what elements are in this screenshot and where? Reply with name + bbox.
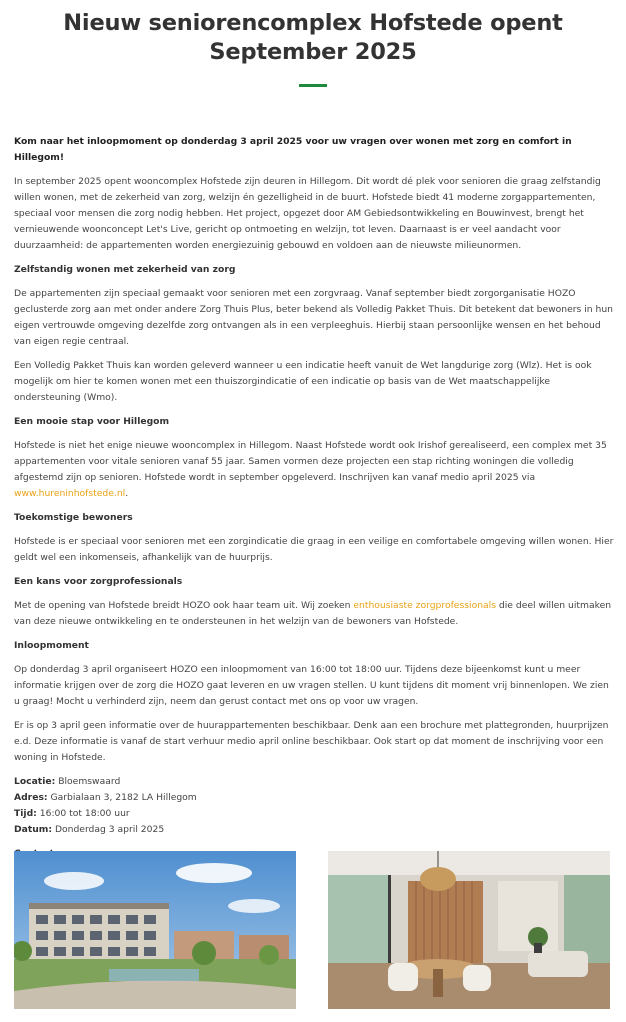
- datum-label: Datum:: [14, 824, 53, 835]
- paragraph-bewoners: Hofstede is er speciaal voor senioren met een zorgindicatie die graag in een veilige en comfortabele omgeving willen wonen. Hier geldt wel een inkomenseis, afhankelijk van de huurprijs.: [14, 536, 614, 563]
- heading-hillegom: Een mooie stap voor Hillegom: [14, 416, 170, 427]
- link-zorgprofessionals[interactable]: enthousiaste zorgprofessionals: [353, 600, 496, 611]
- exterior-rendering-image: [14, 851, 296, 1009]
- heading-zorgprofessionals: Een kans voor zorgprofessionals: [14, 576, 183, 587]
- article-body: [14, 134, 614, 894]
- heading-inloopmoment: Inloopmoment: [14, 640, 89, 651]
- paragraph-huurinfo: Er is op 3 april geen informatie over de huurappartementen beschikbaar. Denk aan een brochure met plattegronden, huurprijzen e.d. Deze informatie is vanaf de start verhuur medio april online beschikbaar. Ook start op dat moment de inschrijving voor een woning in Hofstede.: [14, 720, 609, 763]
- image-gallery: [14, 851, 610, 1009]
- event-datum: [14, 822, 614, 838]
- locatie-label: Locatie:: [14, 776, 56, 787]
- paragraph-opening: In september 2025 opent wooncomplex Hofstede zijn deuren in Hillegom. Dit wordt dé plek voor senioren die graag zelfstandig willen wonen, met de zekerheid van zorg, welzijn én gezelligheid in de buurt. Hofstede biedt 41 moderne zorgappartementen, speciaal voor mensen die zorg nodig hebben. Het project, opgezet door AM Gebiedsontwikkeling en Bouwinvest, brengt het vernieuwende woonconcept Let's Live, gericht op ontmoeting en welzijn, tot leven. Daarnaast is er veel aandacht voor duurzaamheid: de appartementen worden energiezuinig gebouwd en voldoen aan de nieuwste milieunormen.: [14, 176, 601, 251]
- event-tijd: [14, 806, 614, 822]
- title-line-1: Nieuw seniorencomplex Hofstede opent: [63, 10, 563, 36]
- paragraph-inloopmoment: Op donderdag 3 april organiseert HOZO een inloopmoment van 16:00 tot 18:00 uur. Tijdens deze bijeenkomst kunt u meer informatie krijgen over de zorg die HOZO gaat leveren en uw vragen stellen. U kunt tijdens dit moment vrij binnenlopen. We zien u graag! Mocht u verhinderd zijn, neem dan gerust contact met ons op voor uw vragen.: [14, 664, 609, 707]
- event-adres: [14, 790, 614, 806]
- interior-illustration: [328, 851, 610, 1009]
- datum-value: Donderdag 3 april 2025: [54, 824, 165, 835]
- adres-label: Adres:: [14, 792, 48, 803]
- page-title: [0, 0, 626, 67]
- heading-bewoners: Toekomstige bewoners: [14, 512, 133, 523]
- tijd-value: 16:00 tot 18:00 uur: [39, 808, 130, 819]
- interior-rendering-image: [328, 851, 610, 1009]
- paragraph-hillegom: [14, 438, 614, 502]
- heading-zelfstandig-wonen: Zelfstandig wonen met zekerheid van zorg: [14, 264, 236, 275]
- title-divider: [299, 84, 327, 87]
- link-hureninhofstede[interactable]: www.hureninhofstede.nl: [14, 488, 126, 499]
- locatie-value: Bloemswaard: [58, 776, 121, 787]
- paragraph-hillegom-end: .: [125, 488, 129, 499]
- title-line-2: September 2025: [209, 39, 417, 65]
- intro-text: Kom naar het inloopmoment op donderdag 3 april 2025 voor uw vragen over wonen met zorg en comfort in Hillegom!: [14, 136, 572, 163]
- event-locatie: [14, 774, 614, 790]
- paragraph-zorgprofessionals-text: Met de opening van Hofstede breidt HOZO ook haar team uit. Wij zoeken: [14, 600, 354, 611]
- exterior-illustration: [14, 851, 296, 1009]
- paragraph-zorgprofessionals-end: die deel willen uitmaken van deze nieuwe ontwikkeling en te ondersteunen in het welzijn van de bewoners van Hofstede.: [14, 600, 612, 627]
- event-details: [14, 774, 614, 838]
- adres-value: Garbialaan 3, 2182 LA Hillegom: [50, 792, 197, 803]
- paragraph-zorgprofessionals: [14, 598, 614, 630]
- tijd-label: Tijd:: [14, 808, 37, 819]
- paragraph-indicatie: Een Volledig Pakket Thuis kan worden geleverd wanneer u een indicatie heeft vanuit de Wet langdurige zorg (Wlz). Het is ook mogelijk om hier te komen wonen met een thuiszorgindicatie of een indicatie op basis van de Wet maatschappelijke ondersteuning (Wmo).: [14, 360, 592, 403]
- paragraph-zorg: De appartementen zijn speciaal gemaakt voor senioren met een zorgvraag. Vanaf september biedt zorgorganisatie HOZO geclusterde zorg aan met onder andere Zorg Thuis Plus, beter bekend als Volledig Pakket Thuis. Dit betekent dat bewoners in hun eigen vertrouwde omgeving dezelfde zorg ontvangen als in een verpleeghuis. Hierbij staan persoonlijke wensen en het behoud van eigen regie centraal.: [14, 288, 613, 347]
- paragraph-hillegom-text: Hofstede is niet het enige nieuwe wooncomplex in Hillegom. Naast Hofstede wordt ook Irishof gerealiseerd, een complex met 35 appartementen voor vitale senioren vanaf 55 jaar. Samen vormen deze projecten een stap richting woningen die volledig afgestemd zijn op senioren. Hofstede wordt in september opgeleverd. Inschrijven kan vanaf medio april 2025 via: [14, 440, 607, 483]
